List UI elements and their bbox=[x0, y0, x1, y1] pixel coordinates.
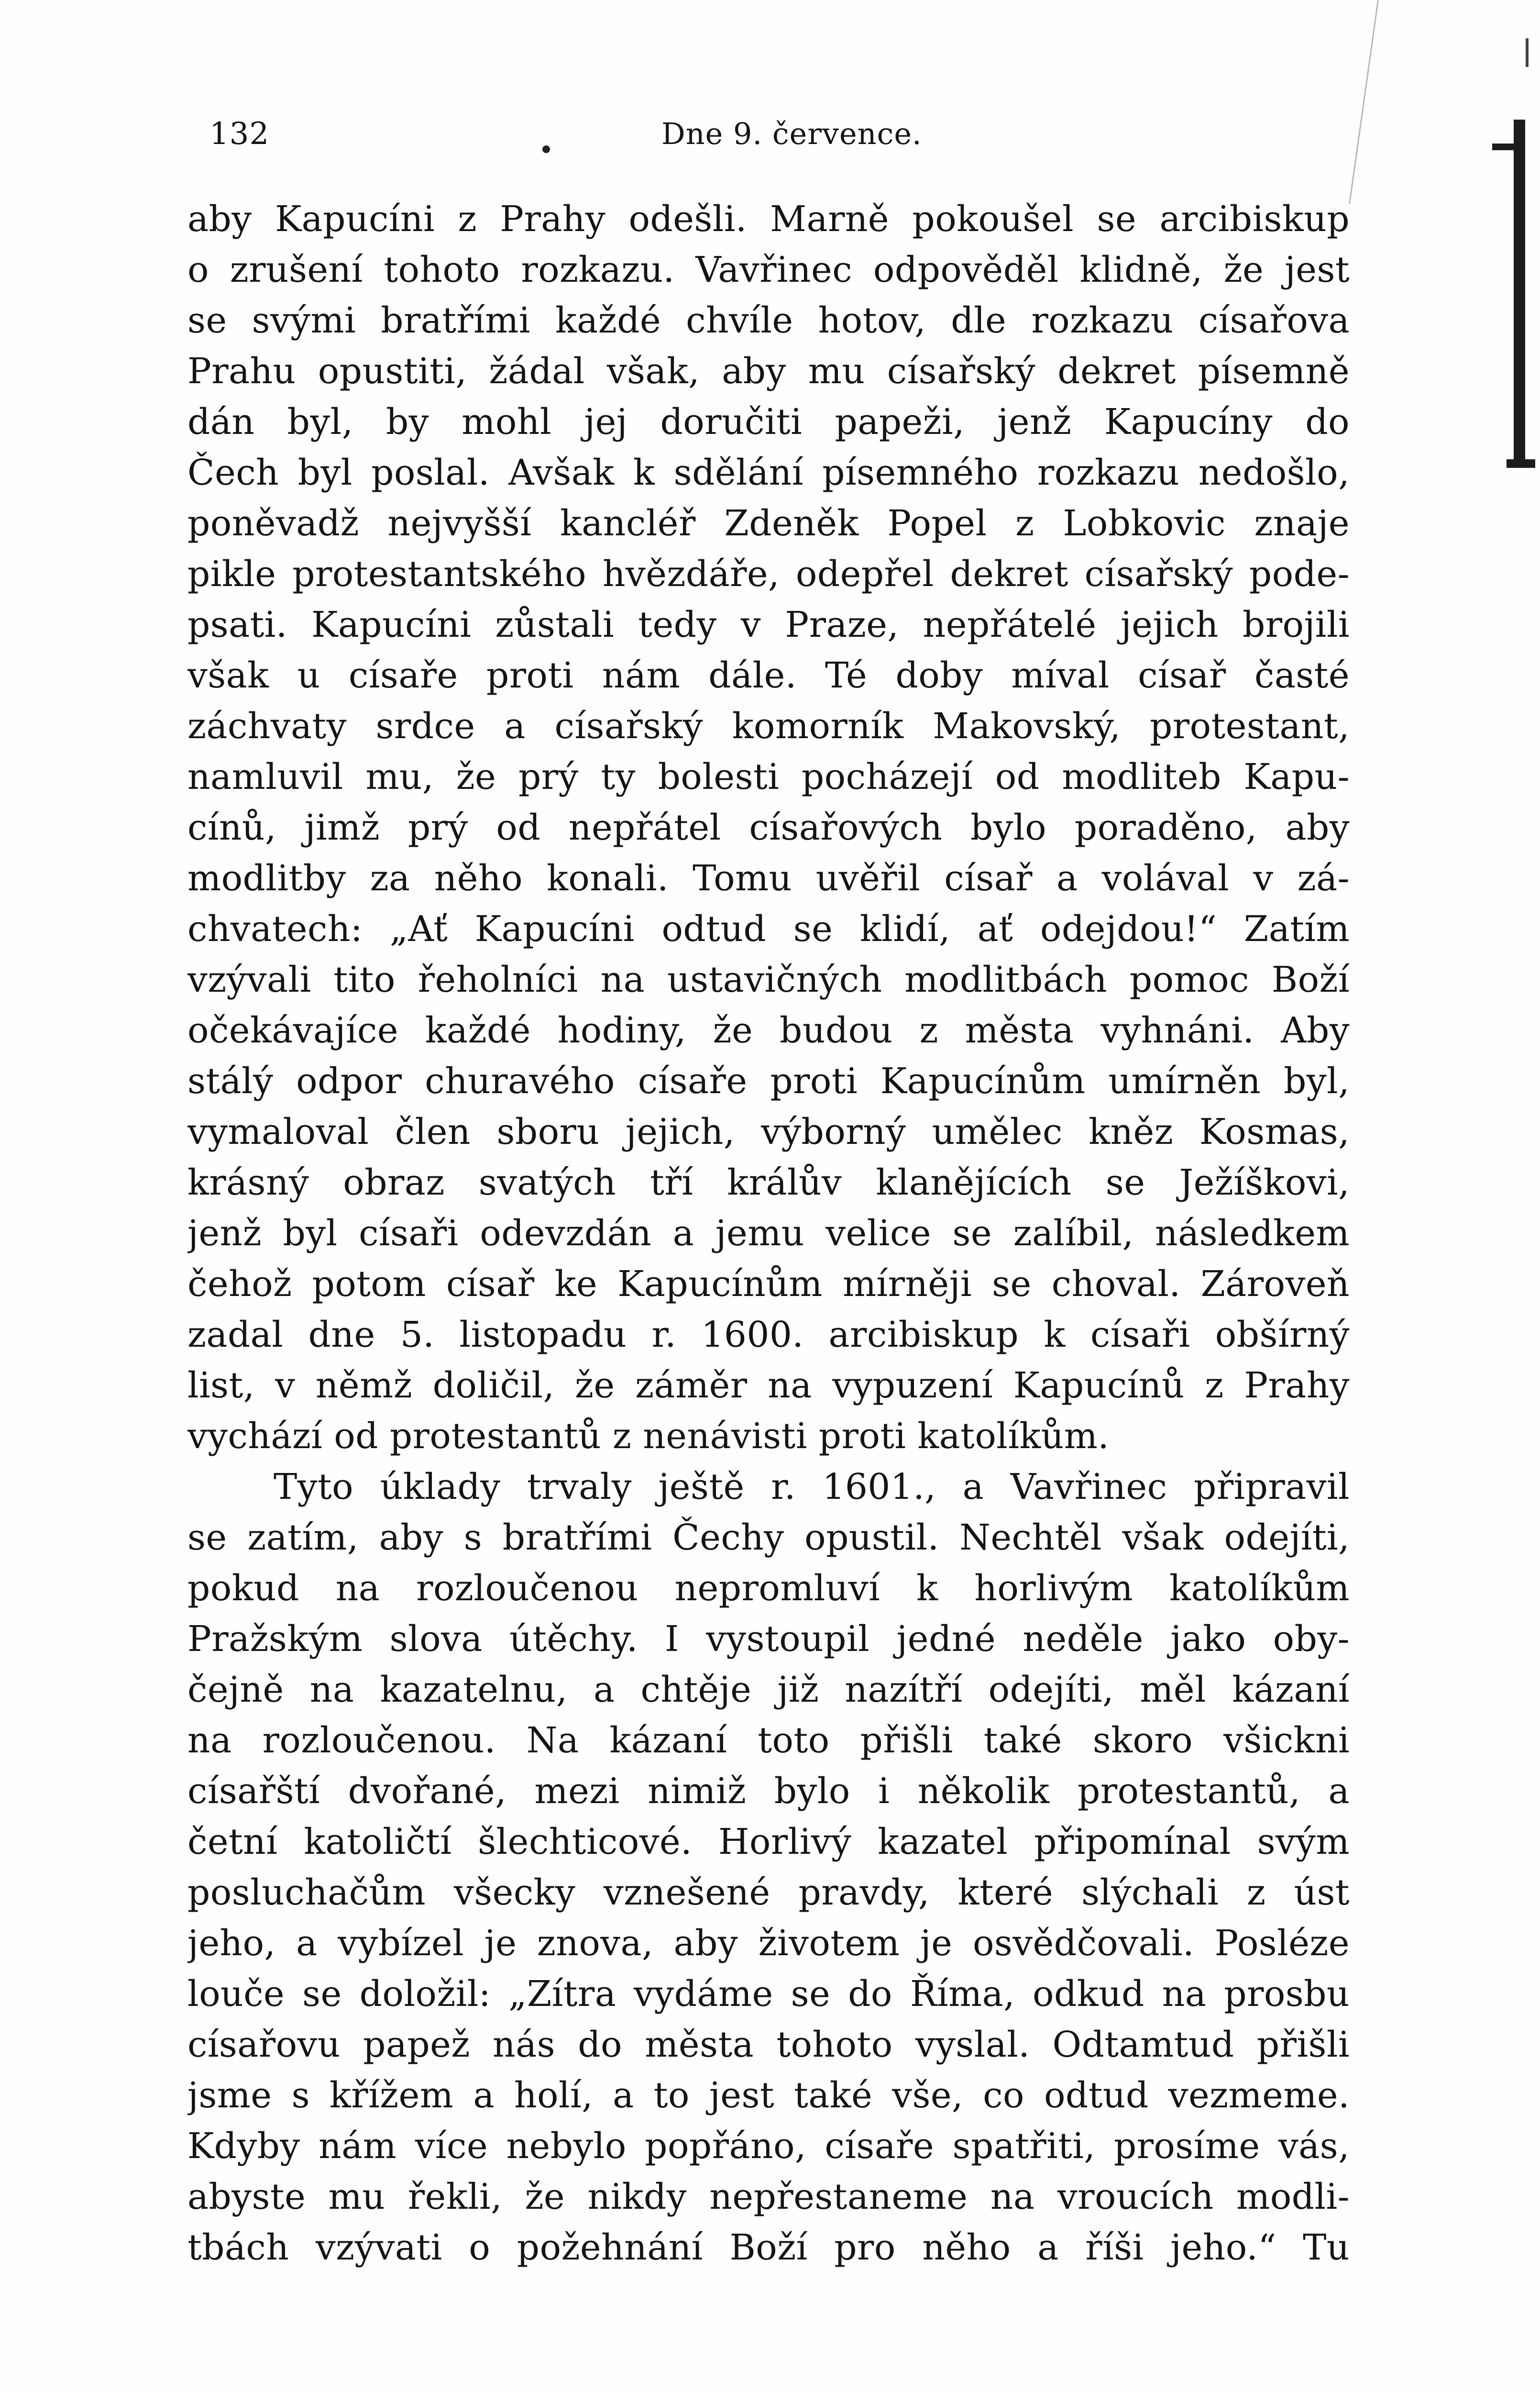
text-line: se svými bratřími každé chvíle hotov, dle rozkazu císařova bbox=[187, 300, 1350, 341]
text-line: posluchačům všecky vznešené pravdy, které slýchali z úst bbox=[187, 1872, 1350, 1913]
paragraph-last-line: vychází od protestantů z nenávisti proti katolíkům. bbox=[187, 1416, 1110, 1457]
text-line: abyste mu řekli, že nikdy nepřestaneme na vroucích modli- bbox=[187, 2176, 1350, 2217]
text-line: na rozloučenou. Na kázaní toto přišli také skoro všickni bbox=[187, 1720, 1350, 1761]
text-line: krásný obraz svatých tří králův klanějících se Ježíškovi, bbox=[187, 1162, 1350, 1203]
header-dot bbox=[542, 145, 550, 153]
text-line: louče se doložil: „Zítra vydáme se do Říma, odkud na prosbu bbox=[187, 1973, 1350, 2015]
text-line: Čech byl poslal. Avšak k sdělání písemného rozkazu nedošlo, bbox=[187, 452, 1350, 493]
text-line: četní katoličtí šlechticové. Horlivý kazatel připomínal svým bbox=[187, 1821, 1350, 1862]
text-line: o zrušení tohoto rozkazu. Vavřinec odpověděl klidně, že jest bbox=[187, 249, 1350, 290]
text-line: se zatím, aby s bratřími Čechy opustil. Nechtěl však odejíti, bbox=[187, 1517, 1350, 1558]
text-line: jeho, a vybízel je znova, aby životem je osvědčovali. Posléze bbox=[187, 1923, 1350, 1964]
text-line: Pražským slova útěchy. I vystoupil jedné neděle jako oby- bbox=[187, 1618, 1350, 1660]
text-line: císařovu papež nás do města tohoto vyslal. Odtamtud přišli bbox=[187, 2024, 1350, 2065]
text-line: cínů, jimž prý od nepřátel císařových bylo poraděno, aby bbox=[187, 807, 1350, 848]
text-line: aby Kapucíni z Prahy odešli. Marně pokoušel se arcibiskup bbox=[187, 199, 1350, 240]
text-line: Prahu opustiti, žádal však, aby mu císařský dekret písemně bbox=[187, 351, 1350, 392]
adjacent-page-edge bbox=[1514, 120, 1525, 464]
text-line: pokud na rozloučenou nepromluví k horlivým katolíkům bbox=[187, 1568, 1350, 1609]
text-line: čejně na kazatelnu, a chtěje již nazítří odejíti, měl kázaní bbox=[187, 1669, 1350, 1710]
text-line: tbách vzývati o požehnání Boží pro něho a říši jeho.“ Tu bbox=[187, 2227, 1350, 2268]
text-line: psati. Kapucíni zůstali tedy v Praze, nepřátelé jejich brojili bbox=[187, 604, 1350, 645]
text-line: však u císaře proti nám dále. Té doby míval císař časté bbox=[187, 655, 1350, 696]
text-line: list, v němž doličil, že záměr na vypuzení Kapucínů z Prahy bbox=[187, 1365, 1350, 1406]
text-line: zadal dne 5. listopadu r. 1600. arcibiskup k císaři obšírný bbox=[187, 1314, 1350, 1355]
text-line: záchvaty srdce a císařský komorník Makovský, protestant, bbox=[187, 706, 1350, 747]
text-line: poněvadž nejvyšší kancléř Zdeněk Popel z Lobkovic znaje bbox=[187, 503, 1350, 544]
text-line: dán byl, by mohl jej doručiti papeži, jenž Kapucíny do bbox=[187, 401, 1350, 443]
page-header bbox=[209, 115, 936, 167]
text-line: stálý odpor churavého císaře proti Kapucínům umírněn byl, bbox=[187, 1061, 1350, 1102]
text-line: očekávajíce každé hodiny, že budou z města vyhnáni. Aby bbox=[187, 1010, 1350, 1051]
scan-artifact-corner bbox=[1526, 38, 1529, 67]
adjacent-page-edge-bottom bbox=[1507, 459, 1535, 468]
text-line: jsme s křížem a holí, a to jest také vše, co odtud vezmeme. bbox=[187, 2075, 1350, 2116]
text-line: namluvil mu, že prý ty bolesti pocházejí od modliteb Kapu- bbox=[187, 756, 1350, 797]
text-line: modlitby za něho konali. Tomu uvěřil císař a volával v zá- bbox=[187, 858, 1350, 899]
running-head: Dne 9. července. bbox=[661, 116, 922, 151]
adjacent-page-edge-top bbox=[1492, 144, 1521, 150]
text-line: vymaloval člen sboru jejich, výborný umělec kněz Kosmas, bbox=[187, 1111, 1350, 1152]
paragraph-first-line: Tyto úklady trvaly ještě r. 1601., a Vavřinec připravil bbox=[274, 1466, 1350, 1507]
text-line: chvatech: „Ať Kapucíni odtud se klidí, ať odejdou!“ Zatím bbox=[187, 908, 1350, 950]
page-number: 132 bbox=[209, 116, 270, 152]
text-line: vzývali tito řeholníci na ustavičných modlitbách pomoc Boží bbox=[187, 959, 1350, 1000]
text-line: pikle protestantského hvězdáře, odepřel dekret císařský pode- bbox=[187, 554, 1350, 595]
text-line: čehož potom císař ke Kapucínům mírněji se choval. Zároveň bbox=[187, 1263, 1350, 1305]
body-text bbox=[187, 194, 1350, 2273]
text-line: Kdyby nám více nebylo popřáno, císaře spatřiti, prosíme vás, bbox=[187, 2126, 1350, 2167]
text-line: jenž byl císaři odevzdán a jemu velice se zalíbil, následkem bbox=[187, 1213, 1350, 1254]
text-line: císařští dvořané, mezi nimiž bylo i několik protestantů, a bbox=[187, 1771, 1350, 1812]
scan-artifact-line bbox=[1349, 0, 1379, 204]
